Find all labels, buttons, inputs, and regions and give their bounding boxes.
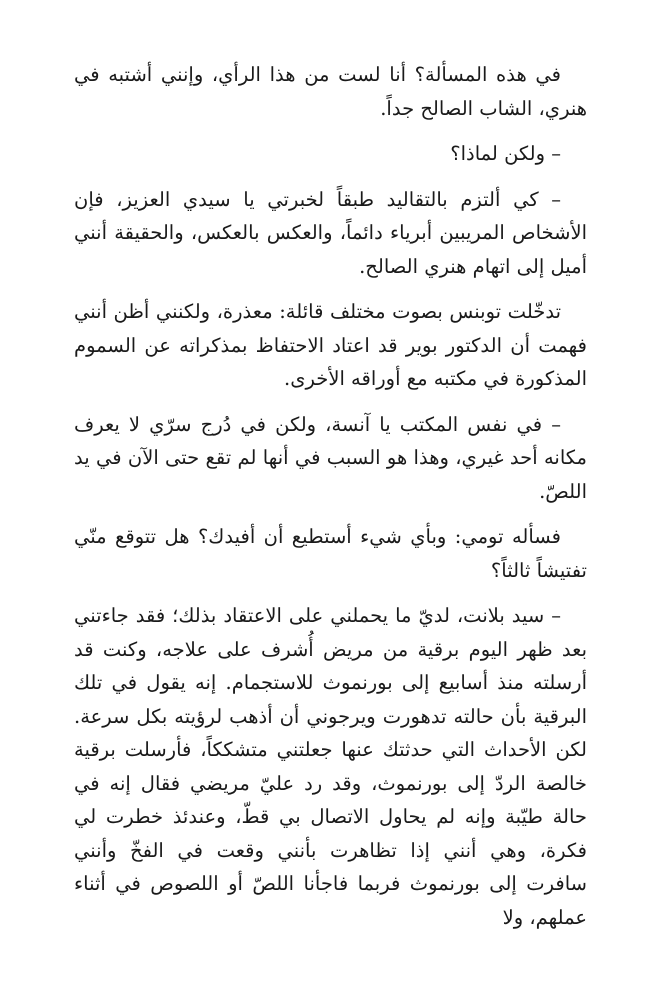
paragraph-1: في هذه المسألة؟ أنا لست من هذا الرأي، وإنني أشتبه في هنري، الشاب الصالح جداً. [74, 63, 587, 120]
paragraph-5: – في نفس المكتب يا آنسة، ولكن في دُرج سرّي لا يعرف مكانه أحد غيري، وهذا هو السبب في أنها لم تقع حتى الآن في يد اللصّ. [74, 412, 587, 503]
paragraph-3: – كي ألتزم بالتقاليد طبقاً لخبرتي يا سيدي العزيز، فإن الأشخاص المريبين أبرياء دائماً، والعكس بالعكس، والحقيقة أنني أميل إلى اتهام هنري الصالح. [74, 187, 587, 278]
paragraph-4: تدخّلت توبنس بصوت مختلف قائلة: معذرة، ولكنني أظن أنني فهمت أن الدكتور بوير قد اعتاد الاحتفاظ بمذكراته عن السموم المذكورة في مكتبه مع أوراقه الأخرى. [74, 300, 587, 390]
paragraph-2: – ولكن لماذا؟ [450, 142, 561, 165]
book-page [74, 58, 587, 1000]
paragraph-7: – سيد بلانت، لديّ ما يحملني على الاعتقاد بذلك؛ فقد جاءتني بعد ظهر اليوم برقية من مريض أُشرف على علاجه، وكنت قد أرسلته منذ أسابيع إلى بورنموث للاستجمام. إنه يقول في تلك البرقية بأن حالته تدهورت ويرجوني أن أذهب لرؤيته بكل سرعة. لكن الأحداث التي حدثتك عنها جعلتني متشككاً، فأرسلت برقية خالصة الردّ إلى بورنموث، وقد رد عليّ مريضي فقال إنه في حالة طيّبة وإنه لم يحاول الاتصال بي قطّ، وعندئذ خطرت لي فكرة، وهي أنني إذا تظاهرت بأنني وقعت في الفخّ وأنني سافرت إلى بورنموث فربما فاجأنا اللصّ أو اللصوص في أثناء عملهم، ولا [74, 604, 587, 929]
paragraph-6: فسأله تومي: وبأي شيء أستطيع أن أفيدك؟ هل تتوقع منّي تفتيشاً ثالثاً؟ [74, 525, 587, 582]
